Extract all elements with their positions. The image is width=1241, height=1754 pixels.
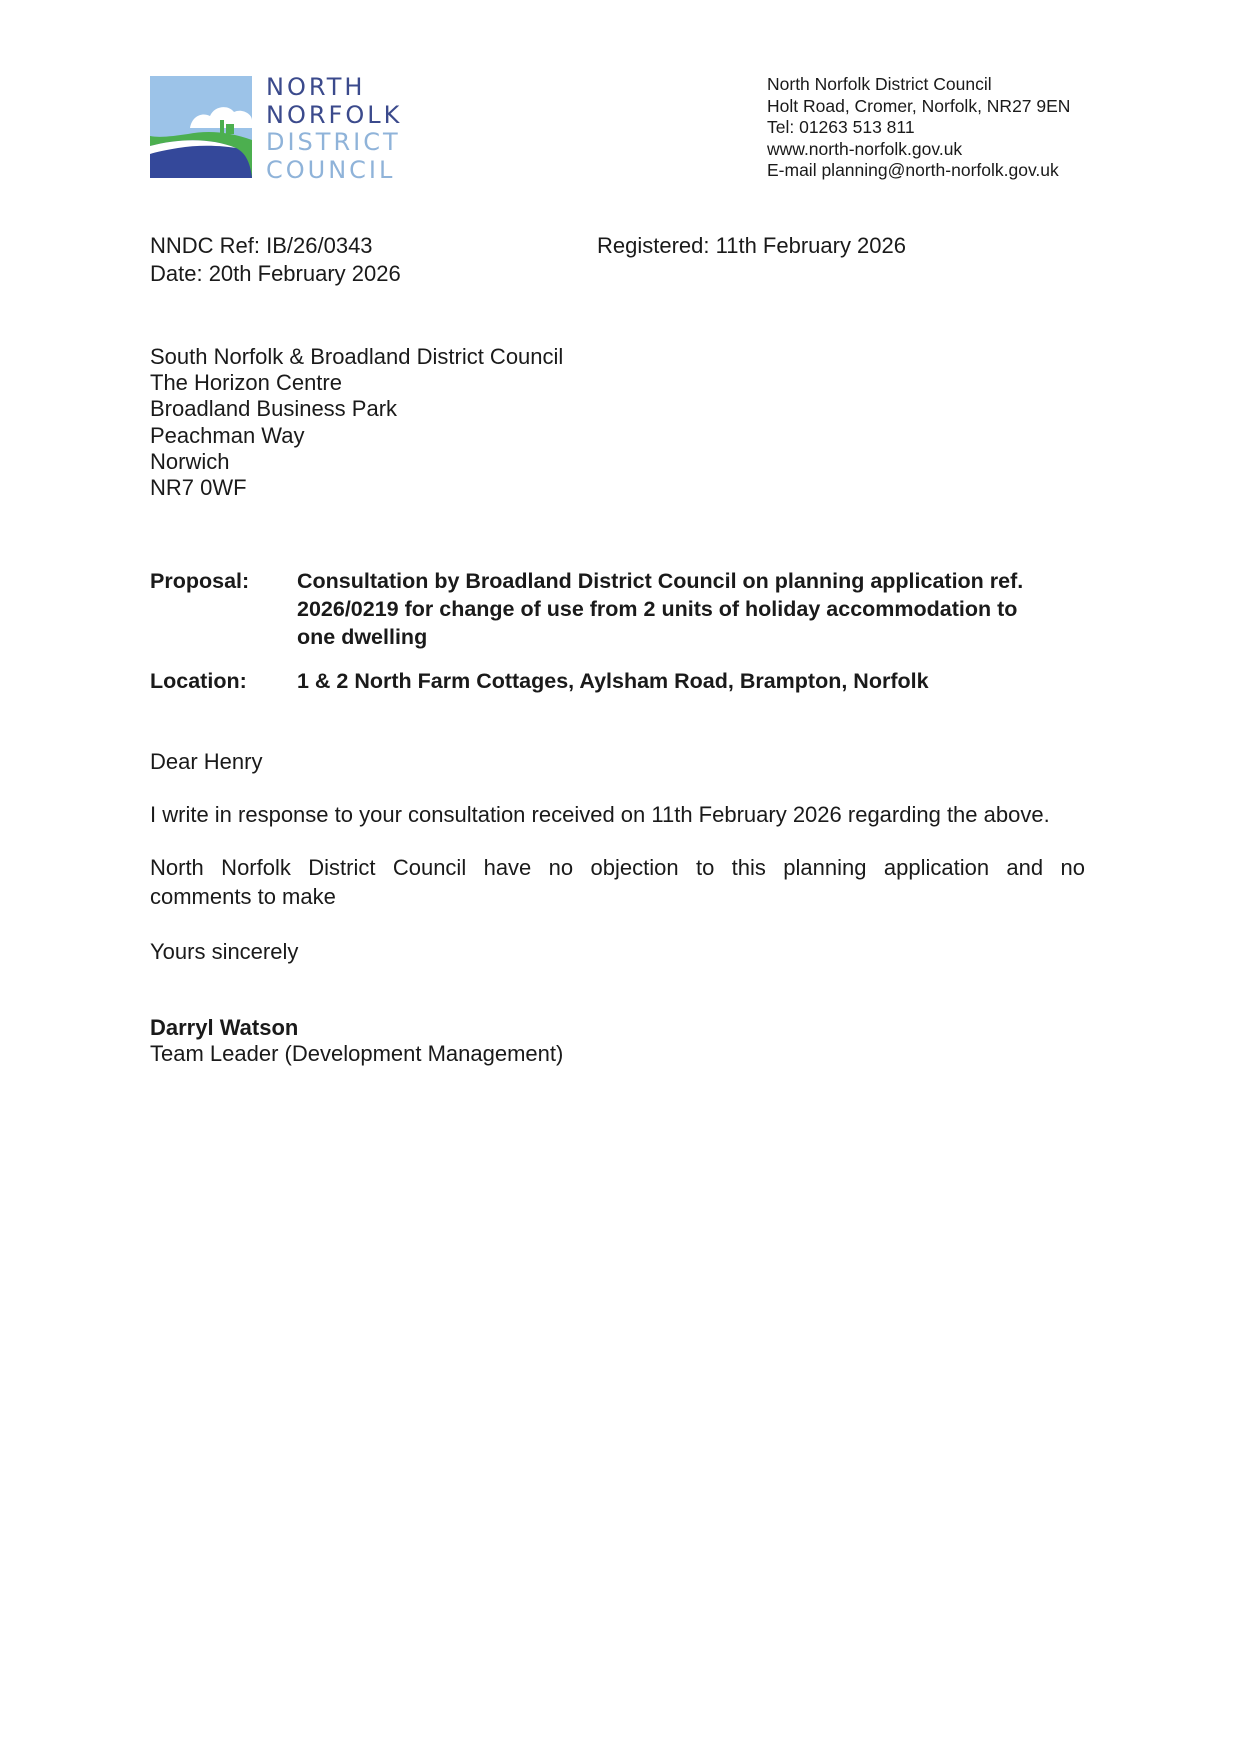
signature-block	[150, 1015, 563, 1067]
signatory-title: Team Leader (Development Management)	[150, 1041, 564, 1066]
logo-word-norfolk: NORFOLK	[266, 100, 403, 129]
closing	[150, 937, 298, 966]
location-label: Location:	[150, 669, 247, 693]
council-logo-text	[266, 74, 402, 184]
proposal-description	[297, 567, 1117, 651]
proposal-line: one dwelling	[297, 625, 428, 649]
council-logo	[150, 74, 420, 186]
recipient-line: Broadland Business Park	[150, 396, 398, 422]
nndc-reference: NNDC Ref: IB/26/0343	[150, 233, 373, 258]
location-text: 1 & 2 North Farm Cottages, Aylsham Road, Brampton, Norfolk	[297, 669, 929, 693]
letter-date: Date: 20th February 2026	[150, 261, 401, 286]
recipient-line: The Horizon Centre	[150, 370, 342, 396]
signatory-name: Darryl Watson	[150, 1015, 299, 1040]
registered-date: Registered: 11th February 2026	[597, 233, 906, 258]
proposal-line: 2026/0219 for change of use from 2 units of holiday accommodation to	[297, 597, 1018, 621]
paragraph-no-objection-line-2: comments to make	[150, 884, 336, 909]
location-value	[297, 667, 1117, 695]
council-contact-details	[767, 74, 1070, 182]
recipient-line: NR7 0WF	[150, 475, 247, 501]
paragraph-no-objection-line-1: North Norfolk District Council have no objection to this planning application and no	[150, 855, 1085, 880]
paragraph-no-objection	[150, 853, 1085, 911]
council-name: North Norfolk District Council	[767, 74, 992, 94]
recipient-address	[150, 344, 563, 501]
reference-block	[150, 232, 401, 288]
paragraph-response-text: I write in response to your consultation received on 11th February 2026 regarding the above.	[150, 802, 1050, 827]
recipient-line: South Norfolk & Broadland District Council	[150, 344, 564, 369]
proposal-line: Consultation by Broadland District Council on planning application ref.	[297, 569, 1024, 593]
council-telephone: Tel: 01263 513 811	[767, 117, 915, 137]
council-street-address: Holt Road, Cromer, Norfolk, NR27 9EN	[767, 95, 1071, 116]
council-logo-icon	[150, 76, 252, 178]
salutation-text: Dear Henry	[150, 749, 263, 774]
closing-text: Yours sincerely	[150, 939, 299, 964]
recipient-line: Peachman Way	[150, 422, 305, 448]
council-email: E-mail planning@north-norfolk.gov.uk	[767, 160, 1059, 180]
paragraph-response	[150, 800, 1050, 829]
salutation	[150, 747, 262, 776]
logo-word-north: NORTH	[266, 73, 366, 101]
recipient-line: Norwich	[150, 448, 230, 474]
council-website: www.north-norfolk.gov.uk	[767, 138, 963, 159]
logo-word-council: COUNCIL	[266, 155, 396, 184]
logo-word-district: DISTRICT	[266, 128, 401, 156]
proposal-label: Proposal:	[150, 569, 250, 593]
